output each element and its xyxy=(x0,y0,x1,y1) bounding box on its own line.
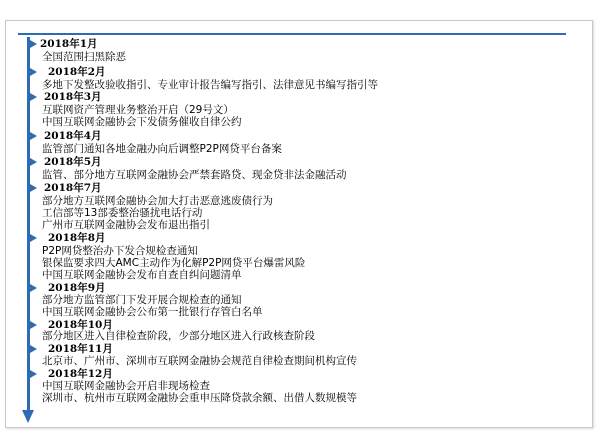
timeline-arrow-icon xyxy=(22,410,34,423)
timeline-item: 部分地区进入自律检查阶段，少部分地区进入行政核查阶段 xyxy=(42,330,315,342)
timeline-month: 2018年10月 xyxy=(48,319,113,331)
timeline-marker-icon xyxy=(30,40,37,48)
timeline-item: 工信部等13部委整治骚扰电话行动 xyxy=(42,207,203,219)
timeline-item: 全国范围扫黑除恶 xyxy=(42,51,126,63)
timeline-month: 2018年8月 xyxy=(48,232,106,244)
timeline-item: 部分地方监管部门下发开展合规检查的通知 xyxy=(42,294,242,306)
timeline-month: 2018年5月 xyxy=(44,156,102,168)
timeline-month: 2018年3月 xyxy=(44,91,102,103)
timeline-marker-icon xyxy=(30,284,37,292)
timeline-marker-icon xyxy=(30,184,37,192)
timeline-item: 部分地方互联网金融协会加大打击恶意逃废债行为 xyxy=(42,195,273,207)
timeline-month: 2018年11月 xyxy=(48,343,113,355)
timeline-month: 2018年7月 xyxy=(44,182,102,194)
timeline-marker-icon xyxy=(30,370,37,378)
timeline-item: 深圳市、杭州市互联网金融协会重申压降贷款余额、出借人数规模等 xyxy=(42,392,357,404)
timeline-month: 2018年2月 xyxy=(48,66,106,78)
timeline-marker-icon xyxy=(30,158,37,166)
timeline-item: 银保监要求四大AMC主动作为化解P2P网贷平台爆雷风险 xyxy=(42,257,306,269)
timeline-item: 北京市、广州市、深圳市互联网金融协会规范自律检查期间机构宣传 xyxy=(42,355,357,367)
timeline-month: 2018年1月 xyxy=(40,38,98,50)
timeline-marker-icon xyxy=(30,321,37,329)
timeline-marker-icon xyxy=(30,132,37,140)
timeline-month: 2018年12月 xyxy=(48,368,113,380)
timeline-month: 2018年4月 xyxy=(44,130,102,142)
timeline-item: 多地下发整改验收指引、专业审计报告编写指引、法律意见书编写指引等 xyxy=(42,79,378,91)
timeline-marker-icon xyxy=(30,345,37,353)
timeline-item: 监管、部分地方互联网金融协会严禁套路贷、现金贷非法金融活动 xyxy=(42,169,347,181)
timeline-item: 中国互联网金融协会发布自查自纠问题清单 xyxy=(42,269,242,281)
timeline-month: 2018年9月 xyxy=(48,282,106,294)
timeline-marker-icon xyxy=(30,93,37,101)
timeline-item: 监管部门通知各地金融办向后调整P2P网贷平台备案 xyxy=(42,143,282,155)
timeline-item: 广州市互联网金融协会发布退出指引 xyxy=(42,219,210,231)
timeline-item: 中国互联网金融协会下发债务催收自律公约 xyxy=(42,116,242,128)
timeline-item: 中国互联网金融协会公布第一批银行存管白名单 xyxy=(42,306,263,318)
timeline-item: 中国互联网金融协会开启非现场检查 xyxy=(42,380,210,392)
timeline-item: 互联网资产管理业务整治开启（29号文） xyxy=(42,104,234,116)
timeline-marker-icon xyxy=(30,234,37,242)
timeline-top-line xyxy=(18,33,566,35)
timeline-marker-icon xyxy=(30,68,37,76)
timeline-item: P2P网贷整治办下发合规检查通知 xyxy=(42,245,198,257)
